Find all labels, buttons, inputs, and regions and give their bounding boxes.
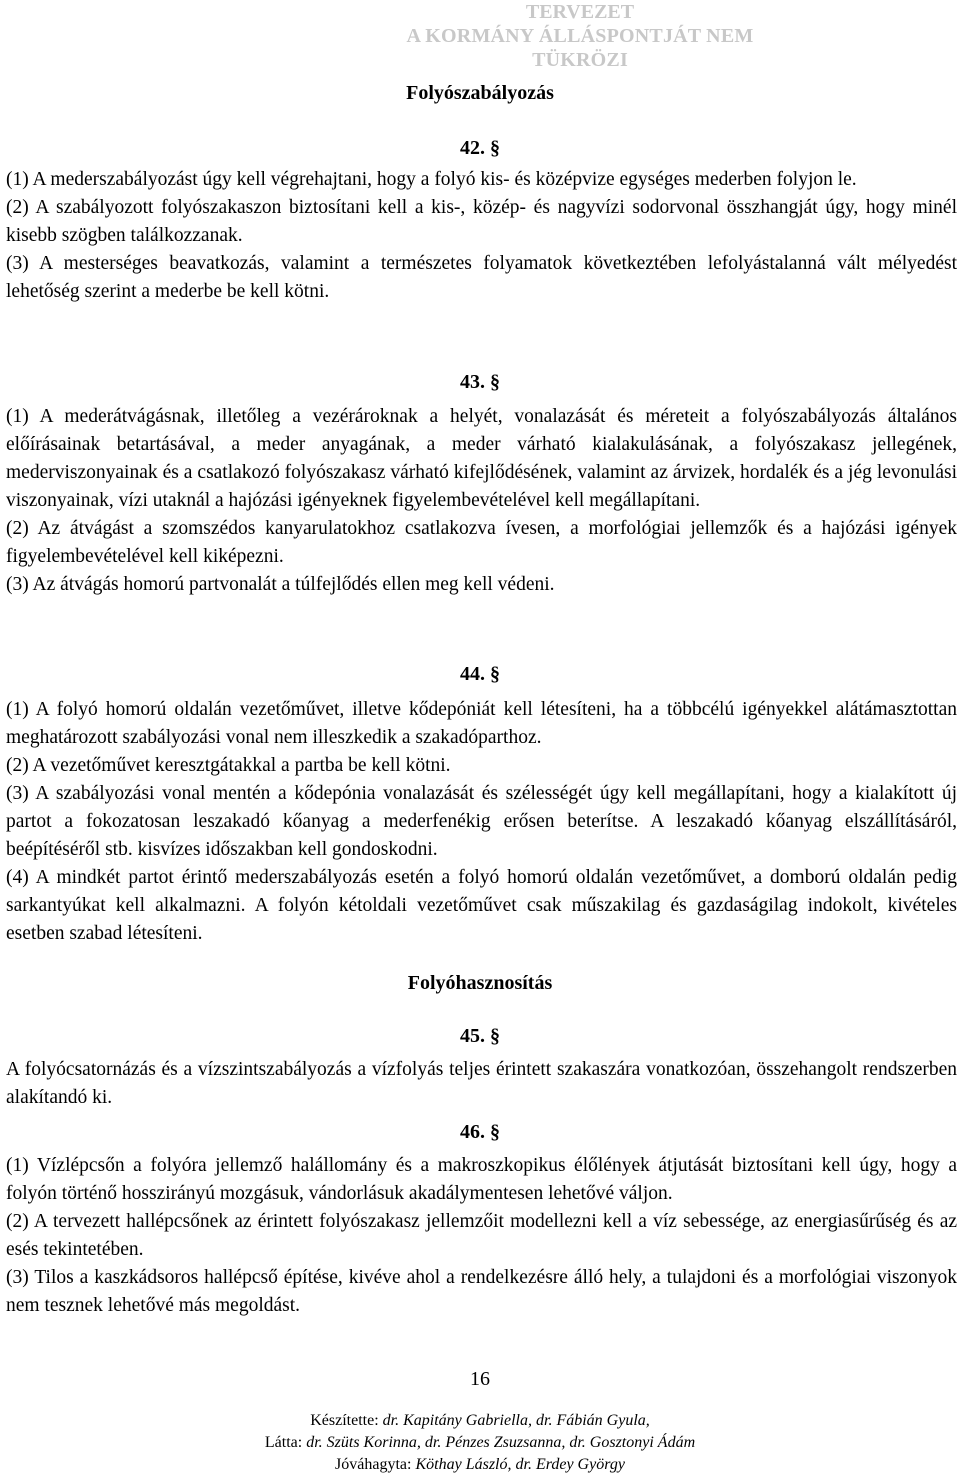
section-sign: § <box>490 1025 500 1047</box>
footer-value: dr. Szüts Korinna, dr. Pénzes Zsuzsanna, dr. Gosztonyi Ádám <box>306 1434 696 1451</box>
section-sign: § <box>490 1121 500 1143</box>
paragraph: (2) Az átvágást a szomszédos kanyarulatokhoz csatlakozva ívesen, a morfológiai jellemzők és a hajózási igények figyelembevételével kell kiképezni. <box>6 518 957 567</box>
section-44-body <box>6 696 957 948</box>
section-46-number <box>0 1121 960 1144</box>
section-number: 45. <box>460 1025 485 1047</box>
section-46-body <box>6 1152 957 1320</box>
footer-value: Köthay László, dr. Erdey György <box>415 1456 625 1473</box>
section-number: 43. <box>460 371 485 393</box>
section-number: 46. <box>460 1121 485 1143</box>
section-sign: § <box>490 663 500 685</box>
paragraph: (1) A mederszabályozást úgy kell végrehajtani, hogy a folyó kis- és középvize egységes mederben folyjon le. <box>6 169 857 190</box>
paragraph: A folyócsatornázás és a vízszintszabályozás a vízfolyás teljes érintett szakaszára vonatkozóan, összehangolt rendszerben alakítandó ki. <box>6 1059 957 1108</box>
section-number: 42. <box>460 137 485 159</box>
paragraph: (3) A mesterséges beavatkozás, valamint a természetes folyamatok következtében lefolyástalanná vált mélyedést lehetőség szerint a mederbe be kell kötni. <box>6 253 957 302</box>
paragraph: (2) A tervezett hallépcsőnek az érintett folyószakasz jellemzőit modellezni kell a víz sebessége, az energiasűrűség és az esés tekintetében. <box>6 1211 957 1260</box>
paragraph: (3) Az átvágás homorú partvonalát a túlfejlődés ellen meg kell védeni. <box>6 574 555 595</box>
footer-label: Készítette: <box>310 1412 379 1429</box>
document-footer <box>0 1410 960 1476</box>
paragraph: (2) A vezetőművet keresztgátakkal a partba be kell kötni. <box>6 755 451 776</box>
section-45-body <box>6 1056 957 1112</box>
paragraph: (3) Tilos a kaszkádsoros hallépcső építése, kivéve ahol a rendelkezésre álló hely, a tulajdoni és a morfológiai viszonyok nem tesznek lehetővé más megoldást. <box>6 1267 957 1316</box>
section-sign: § <box>490 137 500 159</box>
watermark-line-2: A KORMÁNY ÁLLÁSPONTJÁT NEM TÜKRÖZI <box>406 25 754 71</box>
paragraph: (2) A szabályozott folyószakaszon biztosítani kell a kis-, közép- és nagyvízi sodorvonal összhangját úgy, hogy minél kisebb szögben találkozzanak. <box>6 197 957 246</box>
section-44-number <box>0 663 960 686</box>
section-sign: § <box>490 371 500 393</box>
section-43-number <box>0 371 960 394</box>
footer-value: dr. Kapitány Gabriella, dr. Fábián Gyula, <box>382 1412 650 1429</box>
section-42-body <box>6 166 957 306</box>
heading-folyohasznositas: Folyóhasznosítás <box>407 972 553 994</box>
paragraph: (3) A szabályozási vonal mentén a kődepónia vonalazását és szélességét úgy kell megállapítani, hogy a kialakított új partot a fokozatosan leszakadó kőanyag a mederfenékig erősen beterítse. A leszakadó kőanyag elszállításáról, beépítéséről stb. kisvízes időszakban kell gondoskodni. <box>6 783 957 860</box>
footer-approved <box>0 1454 960 1476</box>
footer-label: Látta: <box>264 1434 303 1451</box>
footer-label: Jóváhagyta: <box>335 1456 412 1473</box>
paragraph: (4) A mindkét partot érintő mederszabályozás esetén a folyó homorú oldalán vezetőművet, a domború oldalán pedig sarkantyúkat kell alkalmazni. A folyón kétoldali vezetőművet csak műszakilag és gazdaságilag indokolt, kivételes esetben szabad létesíteni. <box>6 867 957 944</box>
watermark-line-1: TERVEZET <box>525 1 635 23</box>
paragraph: (1) A mederátvágásnak, illetőleg a vezérároknak a helyét, vonalazását és méreteit a folyószabályozás általános előírásainak betartásával, a meder anyagának, a meder várható kialakulásának, a folyószakasz jellegének, mederviszonyainak és a csatlakozó folyószakasz várható kifejlődésének, valamint az árvizek, hordalék és a jég levonulási viszonyainak, vízi utaknál a hajózási igényeknek figyelembevételével kell megállapítani. <box>6 406 957 511</box>
page-number: 16 <box>470 1368 490 1390</box>
footer-seen <box>0 1432 960 1454</box>
paragraph: (1) Vízlépcsőn a folyóra jellemző halállomány és a makroszkopikus élőlények átjutását biztosítani kell úgy, hogy a folyón történő hosszirányú mozgásuk, vándorlásuk akadálymentesen lehetővé váljon. <box>6 1155 957 1204</box>
draft-watermark <box>380 0 780 72</box>
section-number: 44. <box>460 663 485 685</box>
paragraph: (1) A folyó homorú oldalán vezetőművet, illetve kődepóniát kell létesíteni, ha a többcélú igényekkel alátámasztottan meghatározott szabályozási vonal nem illeszkedik a szakadóparthoz. <box>6 699 957 748</box>
section-42-number <box>0 137 960 160</box>
heading-folyoszabalyozas: Folyószabályozás <box>406 82 554 104</box>
footer-prepared <box>0 1410 960 1432</box>
section-43-body <box>6 403 957 599</box>
section-45-number <box>0 1025 960 1048</box>
